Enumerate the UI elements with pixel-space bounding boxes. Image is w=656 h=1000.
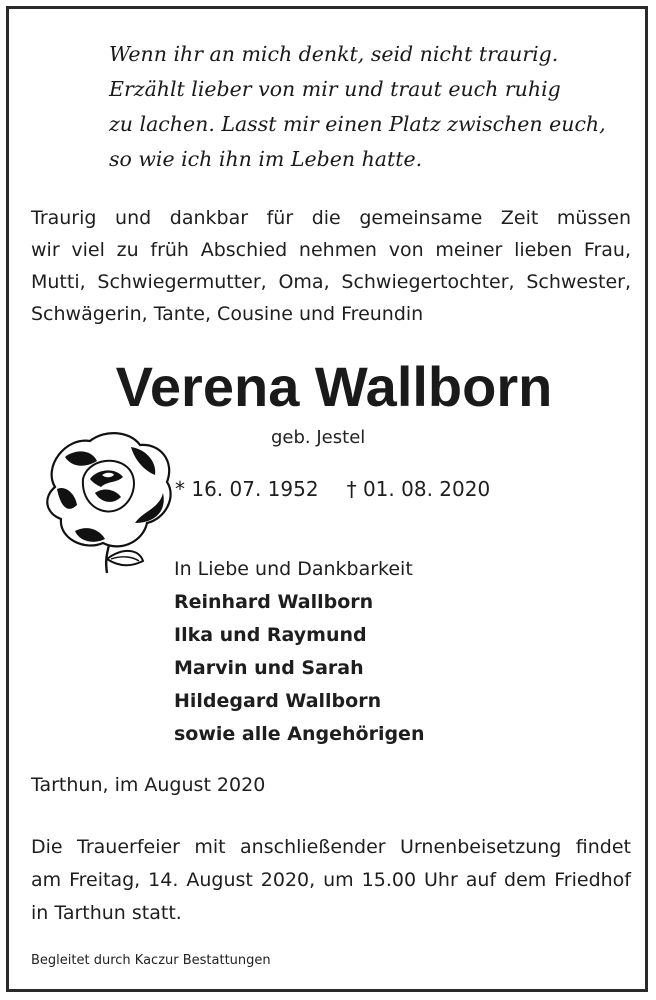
- rose-icon: [35, 427, 180, 577]
- poem-line: so wie ich ihn im Leben hatte.: [109, 147, 423, 171]
- intro-line: Traurig und dankbar für die gemeinsame Zeit müssen: [31, 207, 631, 229]
- memorial-poem: [109, 37, 609, 177]
- obituary-notice: [6, 6, 648, 992]
- deceased-name: Verena Wallborn: [115, 355, 553, 418]
- family-member: Hildegard Wallborn: [174, 690, 382, 712]
- funeral-home-credit: Begleitet durch Kaczur Bestattungen: [31, 953, 271, 968]
- family-list: [174, 553, 424, 751]
- poem-line: zu lachen. Lasst mir einen Platz zwischen euch,: [109, 112, 606, 136]
- service-line: in Tarthun statt.: [31, 902, 182, 924]
- place-date: Tarthun, im August 2020: [31, 774, 266, 796]
- service-line: Die Trauerfeier mit anschließender Urnenbeisetzung findet: [31, 836, 631, 858]
- family-member: sowie alle Angehörigen: [174, 723, 425, 745]
- intro-paragraph: [31, 202, 631, 330]
- intro-line: Schwägerin, Tante, Cousine und Freundin: [31, 303, 424, 325]
- family-member: Ilka und Raymund: [174, 624, 367, 646]
- life-dates: [175, 477, 490, 501]
- service-line: am Freitag, 14. August 2020, um 15.00 Uhr auf dem Friedhof: [31, 869, 631, 891]
- maiden-name: geb. Jestel: [271, 427, 366, 448]
- intro-line: wir viel zu früh Abschied nehmen von meiner lieben Frau,: [31, 239, 631, 261]
- family-heading: In Liebe und Dankbarkeit: [174, 558, 413, 580]
- death-date: † 01. 08. 2020: [346, 477, 491, 501]
- birth-date: * 16. 07. 1952: [175, 477, 319, 501]
- service-info: [31, 831, 631, 930]
- poem-line: Erzählt lieber von mir und traut euch ruhig: [109, 77, 561, 101]
- intro-line: Mutti, Schwiegermutter, Oma, Schwiegertochter, Schwester,: [31, 271, 631, 293]
- poem-line: Wenn ihr an mich denkt, seid nicht traurig.: [109, 42, 559, 66]
- family-member: Reinhard Wallborn: [174, 591, 374, 613]
- family-member: Marvin und Sarah: [174, 657, 364, 679]
